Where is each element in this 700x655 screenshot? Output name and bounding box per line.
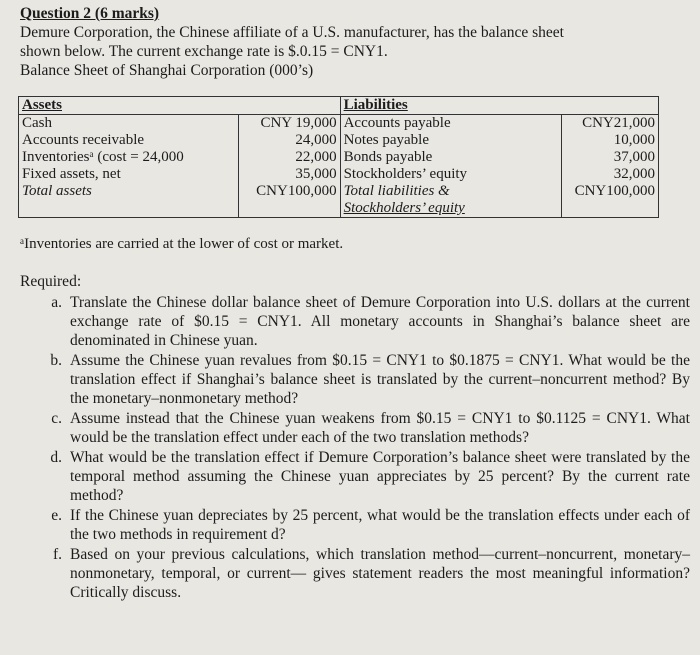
list-item: [20, 545, 690, 602]
table-row: [19, 115, 659, 133]
item-label: e.: [51, 507, 62, 524]
empty-cell: [238, 200, 340, 218]
question-intro-line-2: shown below. The current exchange rate is $.0.15 = CNY1.: [20, 43, 388, 60]
stockholders-equity-label: Stockholders’ equity: [340, 200, 561, 218]
table-row-totals: [19, 183, 659, 200]
requirement-list: [20, 293, 690, 602]
item-label: d.: [50, 449, 62, 466]
footnote: ᵃInventories are carried at the lower of cost or market.: [20, 236, 344, 252]
item-text: Assume instead that the Chinese yuan weakens from $0.15 = CNY1 to $0.1125 = CNY1. What would be the translation effect under each of the two translation methods?: [70, 410, 690, 446]
empty-cell: [19, 200, 239, 218]
table-row-totals-continued: [19, 200, 659, 218]
liability-value: 37,000: [562, 149, 659, 166]
balance-sheet-table: [18, 96, 659, 218]
required-section: [20, 272, 690, 603]
total-assets-value: CNY100,000: [238, 183, 340, 200]
total-assets-label: Total assets: [19, 183, 239, 200]
list-item: [20, 409, 690, 447]
liability-label: Notes payable: [340, 132, 561, 149]
question-title: Question 2 (6 marks): [20, 5, 160, 22]
liability-value: 10,000: [562, 132, 659, 149]
item-text: What would be the translation effect if Demure Corporation’s balance sheet were translated by the temporal method assuming the Chinese yuan appreciates by 25 percent? By the current rate method?: [70, 449, 690, 504]
liabilities-header: Liabilities: [340, 97, 658, 115]
item-text: If the Chinese yuan depreciates by 25 percent, what would be the translation effects under each of the two methods in requirement d?: [70, 507, 690, 543]
table-caption: Balance Sheet of Shanghai Corporation (000’s): [20, 62, 314, 79]
required-heading: Required:: [20, 273, 82, 290]
item-text: Based on your previous calculations, which translation method—current–noncurrent, monetary– nonmonetary, temporal, or current— gives statement readers the most meaningful information? Critically discuss.: [70, 546, 690, 601]
asset-value: 35,000: [238, 166, 340, 183]
total-liabilities-label: Total liabilities &: [340, 183, 561, 200]
list-item: [20, 351, 690, 408]
table-row: [19, 149, 659, 166]
item-label: b.: [50, 352, 62, 369]
list-item: [20, 506, 690, 544]
total-liabilities-value: CNY100,000: [562, 183, 659, 200]
item-label: f.: [52, 546, 62, 563]
table-row: [19, 132, 659, 149]
asset-value: 22,000: [238, 149, 340, 166]
liability-label: Bonds payable: [340, 149, 561, 166]
asset-label: Accounts receivable: [19, 132, 239, 149]
table-header-row: [19, 97, 659, 115]
asset-value: CNY 19,000: [238, 115, 340, 133]
empty-cell: [562, 200, 659, 218]
asset-label: Inventoriesᵃ (cost = 24,000: [19, 149, 239, 166]
item-label: c.: [51, 410, 62, 427]
question-header: [20, 4, 690, 80]
liability-value: 32,000: [562, 166, 659, 183]
item-text: Translate the Chinese dollar balance sheet of Demure Corporation into U.S. dollars at the current exchange rate of $0.15 = CNY1. All monetary accounts in Shanghai’s balance sheet are denominated in Chinese yuan.: [70, 294, 690, 349]
list-item: [20, 448, 690, 505]
asset-label: Cash: [19, 115, 239, 133]
question-intro-line-1: Demure Corporation, the Chinese affiliate of a U.S. manufacturer, has the balance sheet: [20, 24, 564, 41]
assets-header: Assets: [19, 97, 341, 115]
liability-label: Accounts payable: [340, 115, 561, 133]
asset-value: 24,000: [238, 132, 340, 149]
liability-value: CNY21,000: [562, 115, 659, 133]
liability-label: Stockholders’ equity: [340, 166, 561, 183]
item-text: Assume the Chinese yuan revalues from $0.15 = CNY1 to $0.1875 = CNY1. What would be the translation effect if Shanghai’s balance sheet is translated by the current–noncurrent method? By the monetary–nonmonetary method?: [70, 352, 690, 407]
list-item: [20, 293, 690, 350]
asset-label: Fixed assets, net: [19, 166, 239, 183]
table-row: [19, 166, 659, 183]
item-label: a.: [51, 294, 62, 311]
